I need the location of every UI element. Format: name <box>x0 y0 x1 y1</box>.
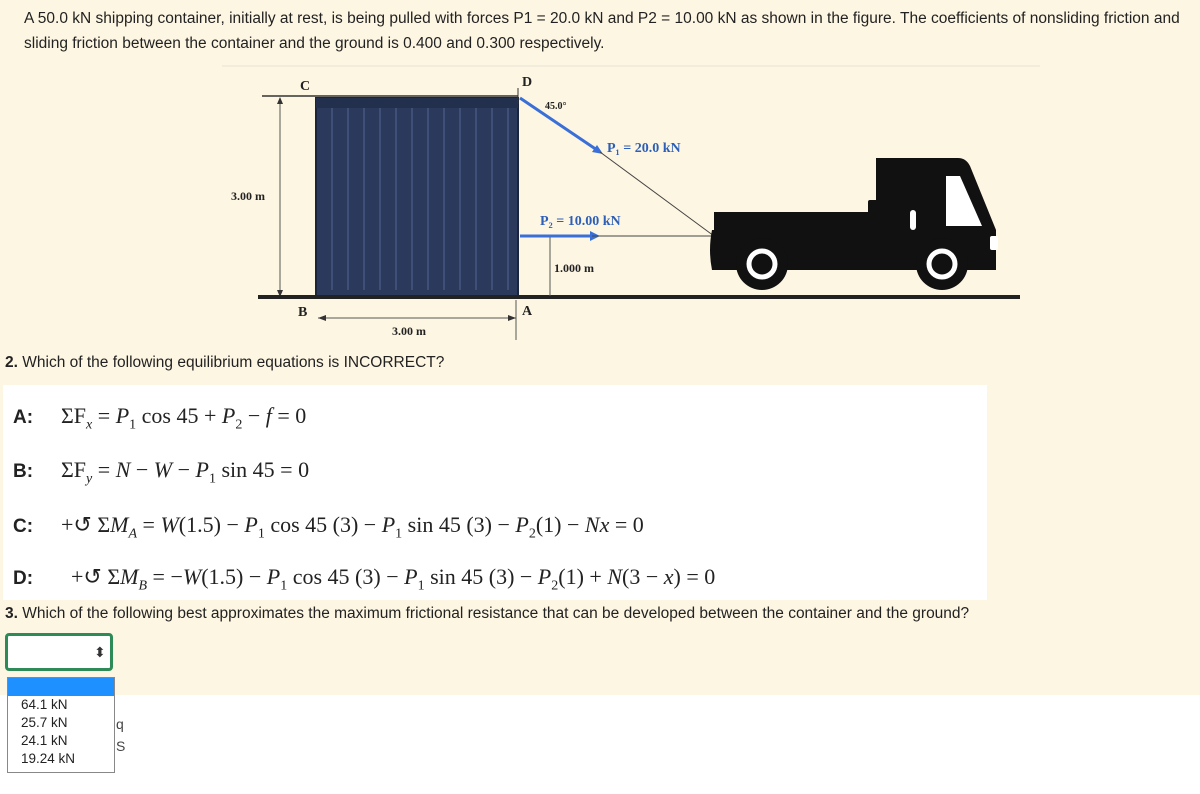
point-c-label: C <box>300 79 311 94</box>
option-c-label: C: <box>13 516 34 537</box>
select-arrows-icon: ⬍ <box>94 644 106 660</box>
width-label: 3.00 m <box>392 324 426 338</box>
point-d-label: D <box>522 75 533 90</box>
dropdown-option[interactable]: 64.1 kN <box>21 697 68 712</box>
question-2-number: 2. <box>5 354 18 371</box>
question-3-text: Which of the following best approximates the maximum frictional resistance that can be developed between the container and the ground? <box>22 605 970 622</box>
front-wheel <box>916 238 968 290</box>
question-2-title <box>5 354 444 372</box>
option-d-label: D: <box>13 568 34 589</box>
p1-label: P₁ = 20.0 kN <box>607 141 681 156</box>
dropdown-blank-option[interactable] <box>8 678 114 696</box>
point-b-label: B <box>298 305 308 320</box>
answer-area <box>0 695 1200 794</box>
option-a-label: A: <box>13 407 34 428</box>
p2-label: P₂ = 10.00 kN <box>540 214 621 229</box>
stray-glyph: S <box>116 738 126 754</box>
option-a: A: $\Sigma F_x = P_1$ $\cos 45 + P_2 - f = 0$ <box>13 394 306 438</box>
rear-wheel <box>736 238 788 290</box>
point-a-label: A <box>522 304 533 319</box>
shipping-container <box>316 98 518 296</box>
option-b-label: B: <box>13 461 34 482</box>
problem-figure <box>0 0 1200 360</box>
answer-select[interactable] <box>5 633 113 671</box>
dropdown-option[interactable]: 24.1 kN <box>21 733 68 748</box>
question-2-text: Which of the following equilibrium equations is INCORRECT? <box>22 354 445 371</box>
option-c: C: +↺ $\Sigma M_A = W(1.5) - P_1$ cos 45 $(3) - P_1$ sin 45 $(3) - P_2(1) - Nx = 0$ <box>13 503 644 547</box>
answer-dropdown-list[interactable] <box>7 677 115 773</box>
problem-statement: A 50.0 kN shipping container, initially at rest, is being pulled with forces P1 = 20.0 kN and P2 = 10.00 kN as shown in the figure. The coefficients of nonsliding friction and sliding friction between the container and the ground is 0.400 and 0.300 respectively. <box>24 10 1180 52</box>
rope-height-label: 1.000 m <box>554 261 594 275</box>
option-d: D: +↺ $\Sigma M_B = -W(1.5) - P_1$ cos 45 $(3) - P_1$ sin 45 $(3) - P_2(1) + N(3 - x) = 0$ <box>13 555 715 599</box>
dropdown-option[interactable]: 19.24 kN <box>21 751 76 766</box>
dropdown-option[interactable]: 25.7 kN <box>21 715 68 730</box>
angle-label: 45.0° <box>545 101 567 112</box>
equation-options-panel <box>3 385 987 600</box>
height-label: 3.00 m <box>231 189 265 203</box>
question-3-title <box>5 605 969 623</box>
question-3-number: 3. <box>5 605 18 622</box>
stray-glyph: q <box>116 716 124 732</box>
option-b: B: $\Sigma F_y = N - W - P_1$ sin 45 = 0 <box>13 448 309 492</box>
